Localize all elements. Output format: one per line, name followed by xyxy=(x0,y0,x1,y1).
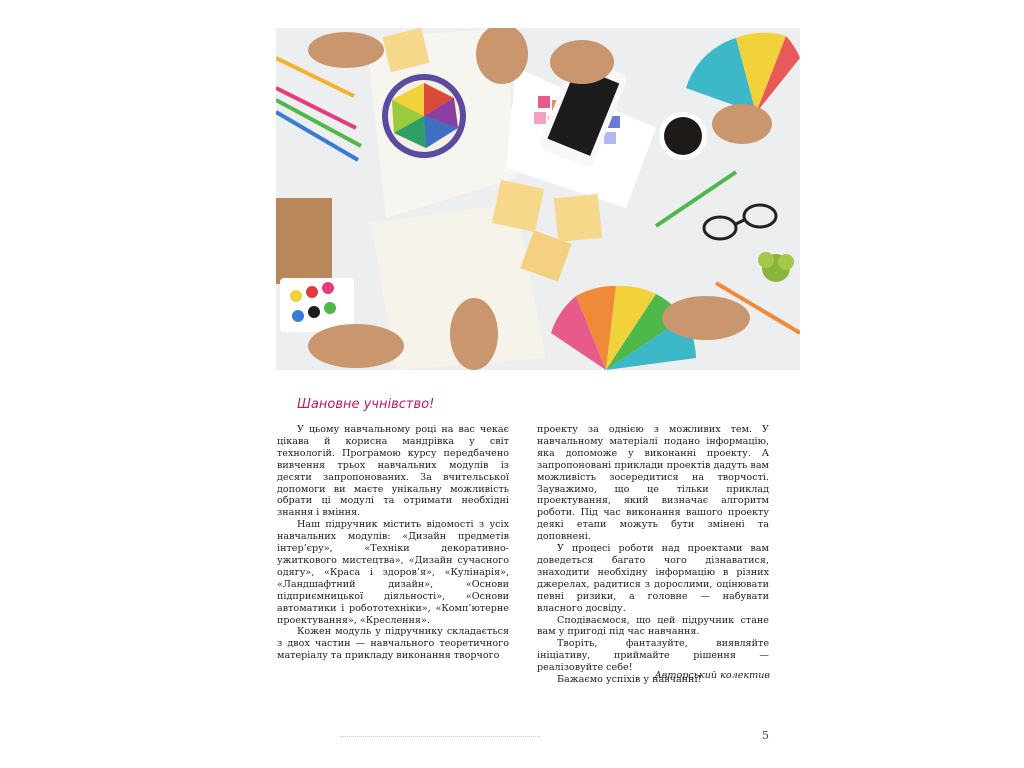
paragraph-encouragement: Творіть, фантазуйте, виявляйте ініціативу, приймайте рішення — реалізовуйте себе! xyxy=(537,638,769,674)
text-column-left xyxy=(277,424,509,662)
kraft-notebook xyxy=(276,198,332,284)
paragraph-modules: Наш підручник містить відомості з усіх навчальних модулів: «Дизайн предметів інтер’єру», «Техніки декоративно-ужиткового мистецтва», «Дизайн сучасного одягу», «Краса і здоров’я», «Кулінарія», «Ландшафтний дизайн», «Основи підприємницької діяльності», «Основи автоматики і робототехніки», «Комп’ютерне проектування», «Креслення». xyxy=(277,519,509,626)
footer-divider xyxy=(340,736,540,741)
paragraph-wishes: Бажаємо успіхів у навчанні! xyxy=(557,674,702,686)
coffee-cup xyxy=(659,112,707,160)
paragraph-process: У процесі роботи над проектами вам доведеться багато чого дізнаватися, знаходити необхідну інформацію в різних джерелах, радитися з дорослими, оцінювати певні ризики, а головне — набувати власного досвіду. xyxy=(537,543,769,614)
color-wheel-chart xyxy=(382,74,466,158)
page-number: 5 xyxy=(762,729,769,742)
signature: Авторський колектив xyxy=(654,670,770,681)
sticky-note xyxy=(492,180,544,232)
paragraph-hope: Сподіваємося, що цей підручник стане вам у пригоді під час навчання. xyxy=(537,614,769,638)
sticky-note xyxy=(554,194,602,242)
paint-palette xyxy=(280,278,354,332)
header-photo xyxy=(276,28,800,370)
paragraph-structure: Кожен модуль у підручнику складається з двох частин — навчального теоретичного матеріалу та прикладу виконання творчого xyxy=(277,626,509,662)
greeting-heading: Шановне учнівство! xyxy=(297,397,435,412)
paragraph-structure-continued: проекту за однією з можливих тем. У навчальному матеріалі подано інформацію, яка допоможе у виконанні проекту. А запропоновані приклади проектів дадуть вам можливість зосередитися на творчості. Зауважимо, що це тільки приклад проектування, який визначає алгоритм роботи. Під час виконання вашого проекту деякі етапи можуть бути змінені та доповнені. xyxy=(537,424,769,543)
paragraph-intro: У цьому навчальному році на вас чекає цікава й корисна мандрівка у світ технологій. Програмою курсу передбачено вивчення трьох навчальних модулів із десяти запропонованих. За вчительської допомоги ви маєте унікальну можливість обрати ці модулі та отримати необхідні знання і вміння. xyxy=(277,424,509,519)
text-column-right xyxy=(537,424,769,686)
